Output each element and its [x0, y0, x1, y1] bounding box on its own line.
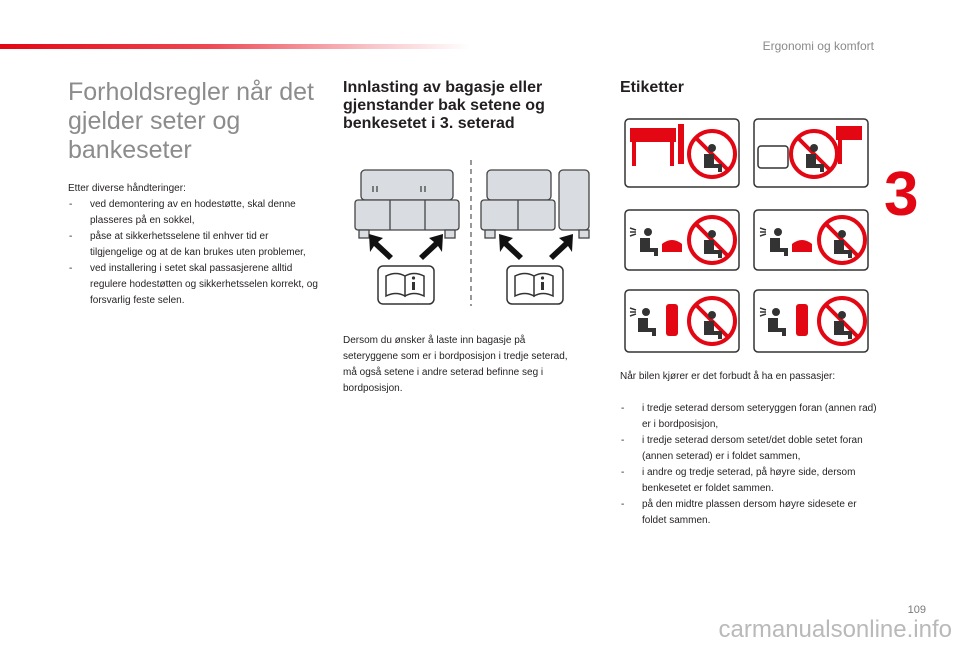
- list-item: - i tredje seterad dersom seteryggen foran (annen rad) er i bordposisjon,: [620, 401, 882, 433]
- warning-labels-grid: [624, 118, 872, 354]
- seat-loading-illustration: [343, 158, 605, 308]
- label-folded-seat-left: [625, 210, 739, 270]
- label-bench-folded-left: [625, 290, 739, 352]
- list-item: - på den midtre plassen dersom høyre sidesete er foldet sammen.: [620, 497, 882, 529]
- list-item: - ved installering i setet skal passasjerene alltid regulere hodestøtten og sikkerhetsselen korrekt, og forsvarlig feste selen.: [68, 261, 324, 309]
- precautions-list: [68, 197, 324, 309]
- list-item: - påse at sikkerhetsselene til enhver tid er tilgjengelige og at de kan brukes uten problemer,: [68, 229, 324, 261]
- labels-intro-text: Når bilen kjører er det forbudt å ha en passasjer:: [620, 371, 836, 382]
- watermark: carmanualsonline.info: [718, 616, 952, 643]
- chapter-number: 3: [884, 160, 919, 229]
- manual-book-icon: [378, 266, 434, 304]
- loading-text: Dersom du ønsker å laste inn bagasje på seteryggene som er i bordposisjon i tredje seterad, må også setene i andre seterad befinne seg i bordposisjon.: [343, 335, 568, 394]
- page-number: 109: [907, 604, 926, 616]
- bench-seat-table-position: [355, 170, 459, 238]
- header-accent-bar: [0, 44, 470, 49]
- label-table-position-right: [754, 119, 868, 187]
- intro-text: Etter diverse håndteringer:: [68, 183, 186, 194]
- section-title-loading: Innlasting av bagasje eller gjenstander bak setene og benkesetet i 3. seterad: [343, 79, 545, 132]
- split-seats-table-position: [481, 170, 589, 238]
- label-bench-folded-right: [754, 290, 868, 352]
- manual-book-icon: [507, 266, 563, 304]
- page-title: Forholdsregler når det gjelder seter og bankeseter: [68, 78, 314, 164]
- arrow-icons: [365, 234, 573, 260]
- list-item: - i andre og tredje seterad, på høyre side, dersom benkesetet er foldet sammen.: [620, 465, 882, 497]
- chapter-name: Ergonomi og komfort: [762, 39, 874, 53]
- list-item: - i tredje seterad dersom setet/det doble setet foran (annen seterad) er i foldet sammen,: [620, 433, 882, 465]
- prohibition-list: [620, 401, 882, 529]
- list-item: - ved demontering av en hodestøtte, skal denne plasseres på en sokkel,: [68, 197, 324, 229]
- section-title-labels: Etiketter: [620, 79, 685, 96]
- label-table-position-left: [625, 119, 739, 187]
- label-folded-seat-right: [754, 210, 868, 270]
